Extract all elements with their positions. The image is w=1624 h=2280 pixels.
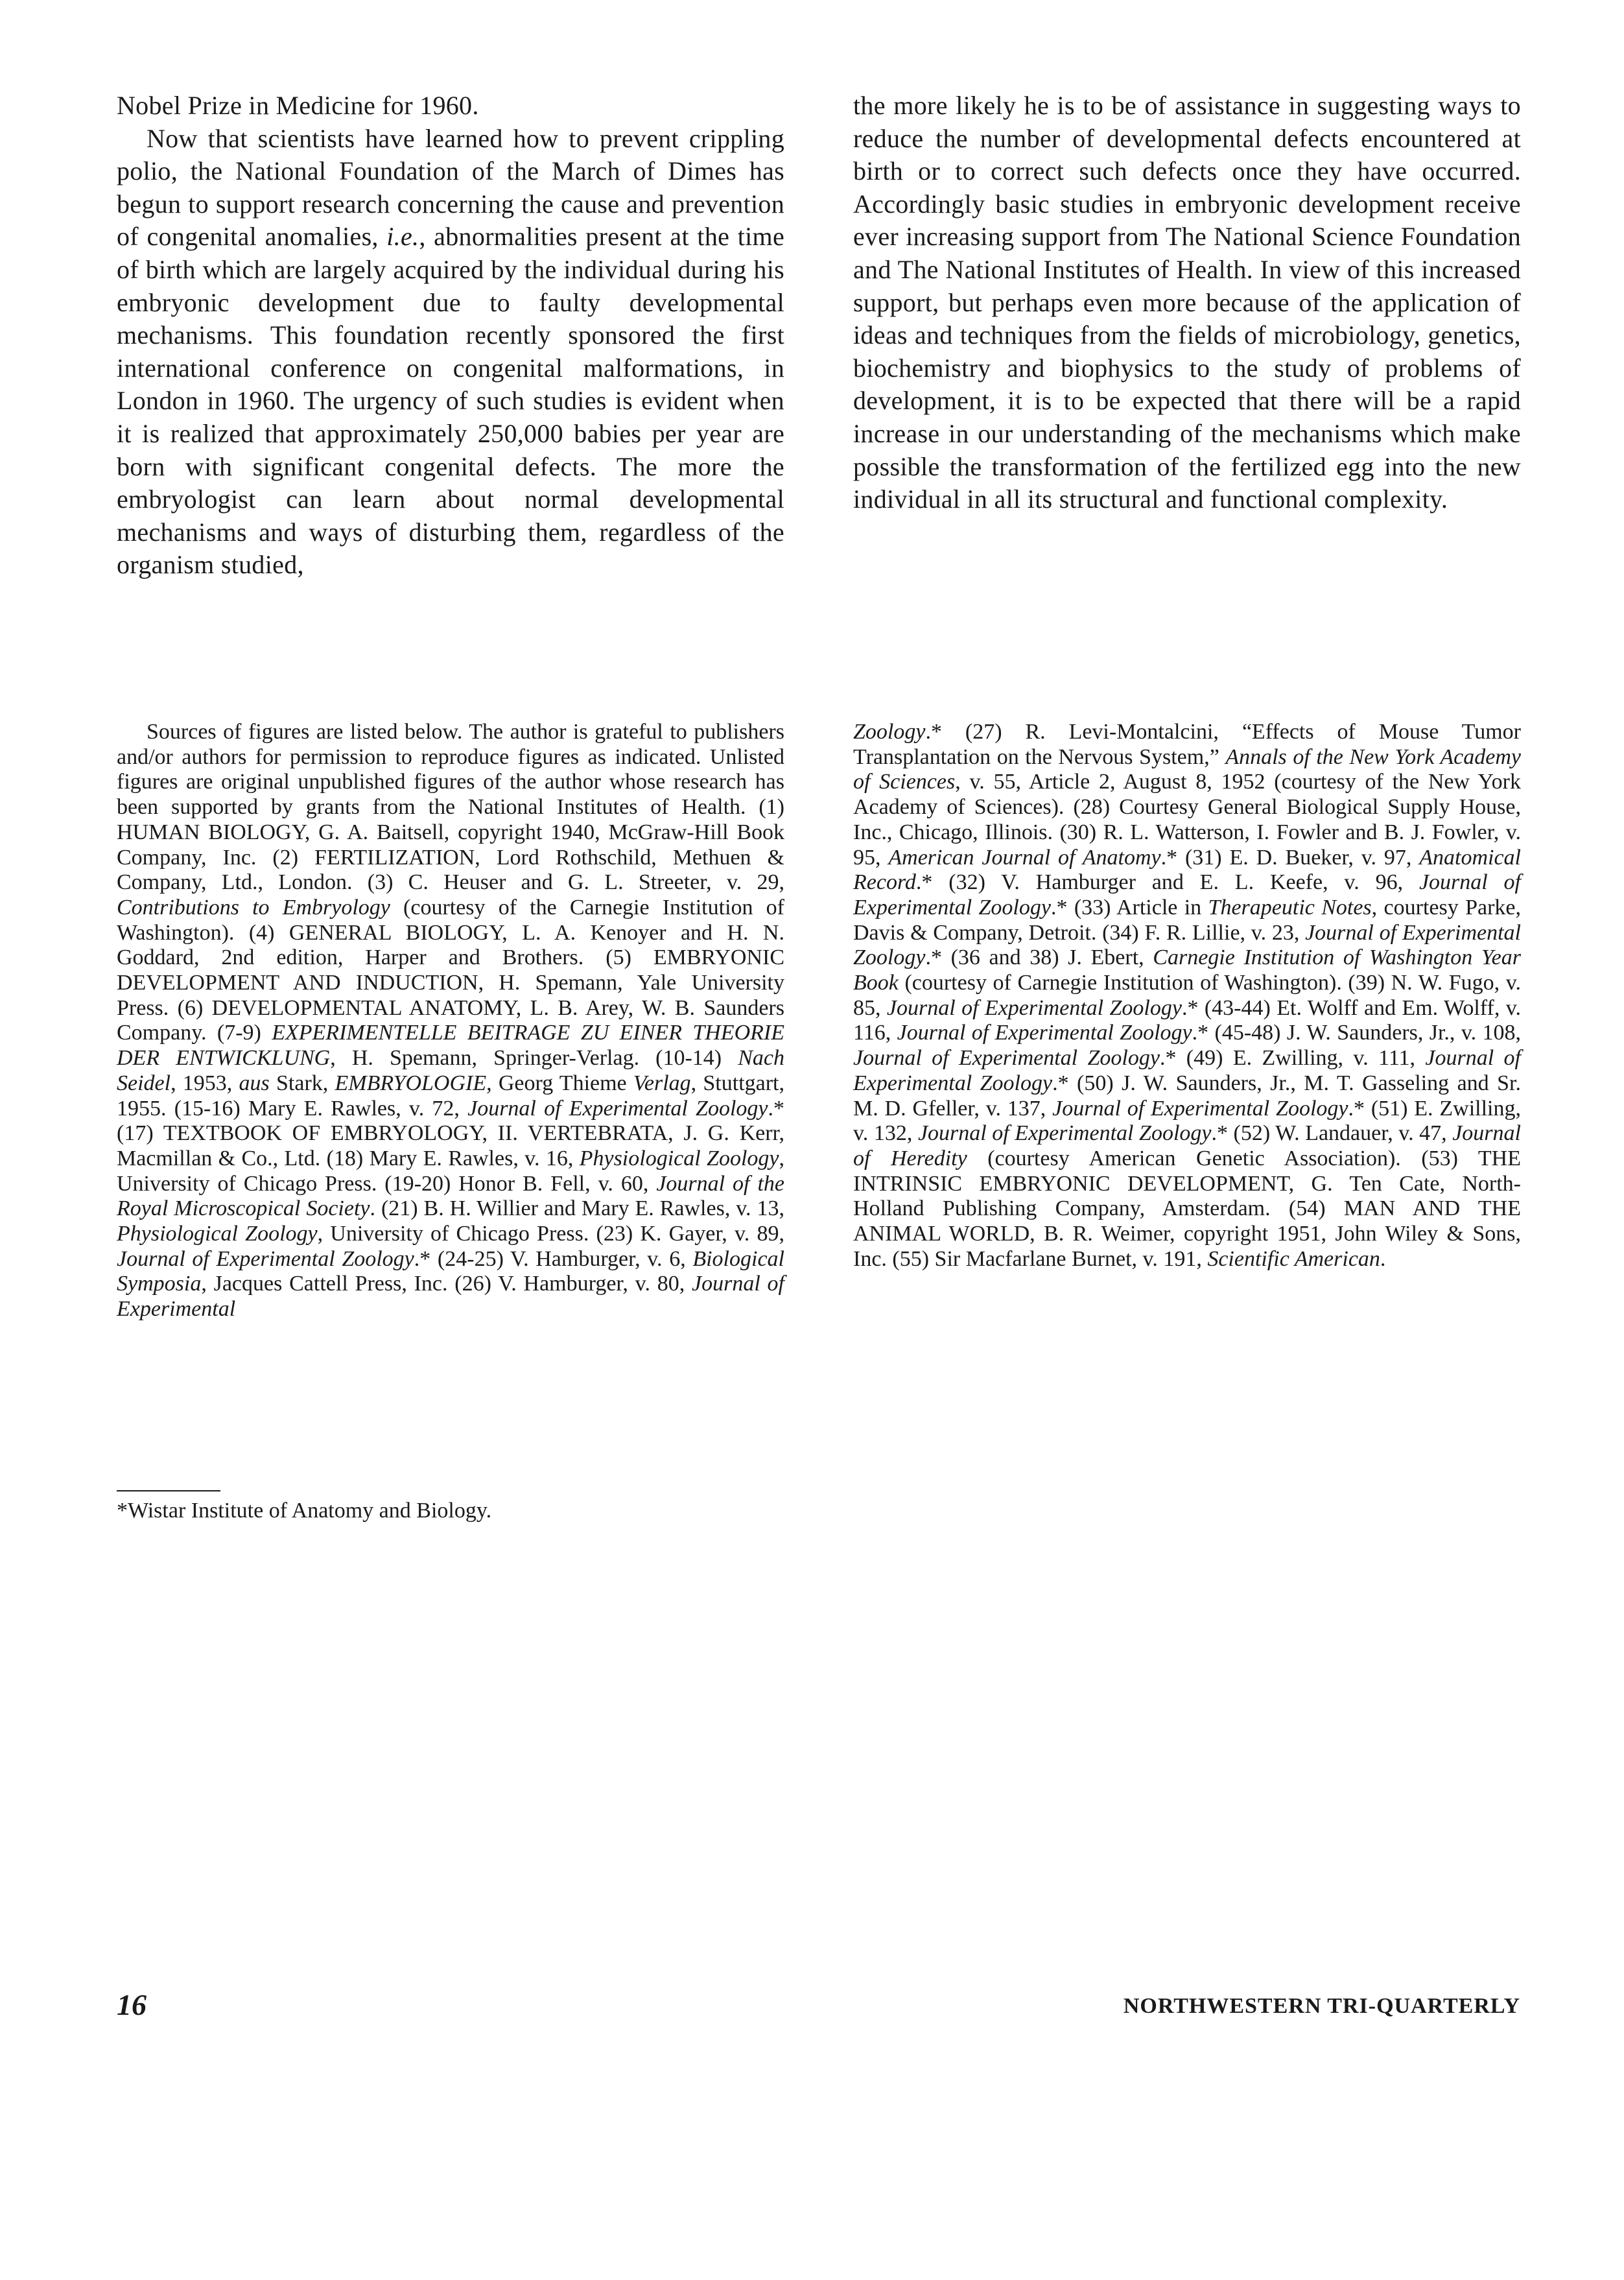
source-title-italic: Journal of Experimental Zoology: [853, 920, 1521, 970]
paragraph-text: Now that scientists have learned how to prevent crippling polio, the National Foundation of the March of Dimes has begun to support research concerning the cause and prevention of congenital anomalies,: [117, 123, 784, 252]
source-title-italic: Nach Seidel: [117, 1046, 784, 1095]
footnote-divider: [117, 1490, 220, 1491]
source-title-italic: Journal of Experimental Zoology: [117, 1246, 414, 1271]
source-title-italic: Carnegie Institution of Washington Year Book: [853, 945, 1521, 995]
source-text: Stark,: [269, 1071, 335, 1095]
source-text: , H. Spemann, Springer-Verlag. (10-14): [330, 1046, 738, 1071]
source-title-italic: Contributions to Embryology: [117, 895, 390, 920]
source-text: .* (51) E. Zwilling, v. 132,: [853, 1096, 1521, 1146]
source-text: .* (31) E. D. Bueker, v. 97,: [1160, 845, 1420, 870]
article-body-right-column: [853, 89, 1521, 516]
source-title-italic: Physiological Zoology: [579, 1146, 779, 1170]
source-title-italic: aus: [239, 1071, 270, 1095]
source-title-italic: American Journal of Anatomy: [888, 845, 1161, 870]
source-text: , University of Chicago Press. (19-20) Honor B. Fell, v. 60,: [117, 1146, 784, 1196]
source-text: , courtesy Parke, Davis & Company, Detroit. (34) F. R. Lillie, v. 23,: [853, 895, 1521, 945]
source-title-italic: EXPERIMENTELLE BEITRAGE ZU EINER THEORIE DER ENTWICKLUNG: [117, 1021, 784, 1071]
source-title-italic: Journal of Experimental Zoology: [886, 995, 1182, 1020]
figure-sources-text: [853, 720, 1521, 1272]
source-title-italic: Verlag: [633, 1071, 691, 1095]
source-title-italic: Journal of Experimental Zoology: [853, 1046, 1160, 1071]
article-paragraph: [117, 123, 784, 582]
source-text: .* (33) Article in: [1050, 895, 1208, 920]
source-text: , 1953,: [171, 1071, 239, 1095]
source-text: .* (36 and 38) J. Ebert,: [925, 945, 1153, 970]
figure-sources-left-column: [117, 720, 784, 1322]
source-text: , University of Chicago Press. (23) K. Gayer, v. 89,: [317, 1222, 784, 1246]
source-text: . (21) B. H. Willier and Mary E. Rawles, v. 13,: [370, 1196, 785, 1221]
source-text: , Georg Thieme: [486, 1071, 633, 1095]
figure-sources-text: [117, 720, 784, 1322]
source-title-italic: Journal of Experimental Zoology: [1052, 1096, 1348, 1121]
source-text: (courtesy of Carnegie Institution of Washington). (39) N. W. Fugo, v. 85,: [853, 971, 1521, 1020]
source-title-italic: Journal of Experimental Zoology: [917, 1121, 1212, 1146]
source-title-italic: Journal of Experimental: [117, 1272, 785, 1322]
source-title-italic: EMBRYOLOGIE: [335, 1071, 487, 1095]
source-title-italic: Journal of Heredity: [853, 1121, 1521, 1170]
source-text: Sources of figures are listed below. The author is grateful to publishers and/or authors for permission to reproduce figures as indicated. Unlisted figures are original unpublished figures of the author whose research has been supported by grants from the National Institutes of Health. (1) HUMAN BIOLOGY, G. A. Baitsell, copyright 1940, McGraw-Hill Book Company, Inc. (2) FERTILIZATION, Lord Rothschild, Methuen & Company, Ltd., London. (3) C. Heuser and G. L. Streeter, v. 29,: [117, 720, 784, 895]
figure-sources-right-column: [853, 720, 1521, 1272]
source-text: .* (52) W. Landauer, v. 47,: [1211, 1121, 1453, 1146]
source-title-italic: Journal of the Royal Microscopical Society: [117, 1171, 784, 1221]
source-title-italic: Journal of Experimental Zoology: [467, 1096, 768, 1121]
footnote: *Wistar Institute of Anatomy and Biology.: [117, 1499, 492, 1523]
page-number: 16: [117, 1988, 147, 2021]
source-title-italic: Scientific American: [1207, 1246, 1380, 1271]
source-text: , v. 55, Article 2, August 8, 1952 (courtesy of the New York Academy of Sciences). (28) Courtesy General Biological Supply House, Inc., Chicago, Illinois. (30) R. L. Watterson, I. Fowler and B. J. Fowler, v. 95,: [853, 770, 1521, 870]
source-text: .* (32) V. Hamburger and E. L. Keefe, v. 96,: [915, 870, 1419, 895]
source-title-italic: Physiological Zoology: [117, 1222, 318, 1246]
source-text: .* (24-25) V. Hamburger, v. 6,: [414, 1246, 693, 1271]
source-title-italic: Anatomical Record: [853, 845, 1521, 895]
source-title-italic: Therapeutic Notes: [1208, 895, 1372, 920]
latin-abbreviation: i.e.: [386, 222, 419, 252]
article-body-left-column: [117, 89, 784, 582]
source-text: , Jacques Cattell Press, Inc. (26) V. Hamburger, v. 80,: [201, 1272, 692, 1296]
paragraph-text: , abnormalities present at the time of birth which are largely acquired by the individual during his embryonic development due to faulty developmental mechanisms. This foundation recently sponsored the first international conference on congenital malformations, in London in 1960. The urgency of such studies is evident when it is realized that approximately 250,000 babies per year are born with significant congenital defects. The more the embryologist can learn about normal developmental mechanisms and ways of disturbing them, regardless of the organism studied,: [117, 222, 784, 580]
source-title-italic: Annals of the New York Academy of Sciences: [853, 744, 1522, 794]
source-title-italic: Journal of Experimental Zoology: [853, 870, 1522, 920]
source-text: .* (27) R. Levi-Montalcini, “Effects of Mouse Tumor Transplantation on the Nervous System,”: [853, 720, 1521, 769]
source-text: .* (17) TEXTBOOK OF EMBRYOLOGY, II. VERTEBRATA, J. G. Kerr, Macmillan & Co., Ltd. (18) Mary E. Rawles, v. 16,: [117, 1096, 785, 1170]
running-footer-publication: NORTHWESTERN TRI-QUARTERLY: [1123, 1994, 1520, 2018]
source-text: .* (50) J. W. Saunders, Jr., M. T. Gasseling and Sr. M. D. Gfeller, v. 137,: [853, 1071, 1521, 1121]
source-text: .* (45-48) J. W. Saunders, Jr., v. 108,: [1192, 1021, 1521, 1045]
source-text: .: [1380, 1246, 1386, 1271]
source-title-italic: Journal of Experimental Zoology: [853, 1046, 1522, 1095]
source-text: (courtesy of the Carnegie Institution of Washington). (4) GENERAL BIOLOGY, L. A. Kenoyer and H. N. Goddard, 2nd edition, Harper and Brothers. (5) EMBRYONIC DEVELOPMENT AND INDUCTION, H. Spemann, Yale University Press. (6) DEVELOPMENTAL ANATOMY, L. B. Arey, W. B. Saunders Company. (7-9): [117, 895, 784, 1045]
source-title-italic: Biological Symposia: [117, 1246, 784, 1296]
source-title-italic: Journal of Experimental Zoology: [897, 1021, 1192, 1045]
source-text: .* (49) E. Zwilling, v. 111,: [1159, 1046, 1426, 1071]
article-paragraph: the more likely he is to be of assistance in suggesting ways to reduce the number of developmental defects encountered at birth or to correct such defects once they have occurred. Accordingly basic studies in embryonic development receive ever increasing support from The National Science Foundation and The National Institutes of Health. In view of this increased support, but perhaps even more because of the application of ideas and techniques from the fields of microbiology, genetics, biochemistry and biophysics to the study of problems of development, it is to be expected that there will be a rapid increase in our understanding of the mechanisms which make possible the transformation of the fertilized egg into the new individual in all its structural and functional complexity.: [853, 91, 1521, 514]
source-text: .* (43-44) Et. Wolff and Em. Wolff, v. 116,: [853, 995, 1522, 1045]
source-text: (courtesy American Genetic Association). (53) THE INTRINSIC EMBRYONIC DEVELOPMENT, G. Ten Cate, North-Holland Publishing Company, Amsterdam. (54) MAN AND THE ANIMAL WORLD, B. R. Weimer, copyright 1951, John Wiley & Sons, Inc. (55) Sir Macfarlane Burnet, v. 191,: [853, 1146, 1521, 1271]
source-title-italic: Zoology: [853, 720, 926, 744]
article-paragraph: Nobel Prize in Medicine for 1960.: [117, 91, 479, 120]
source-text: , Stuttgart, 1955. (15-16) Mary E. Rawles, v. 72,: [117, 1071, 785, 1121]
